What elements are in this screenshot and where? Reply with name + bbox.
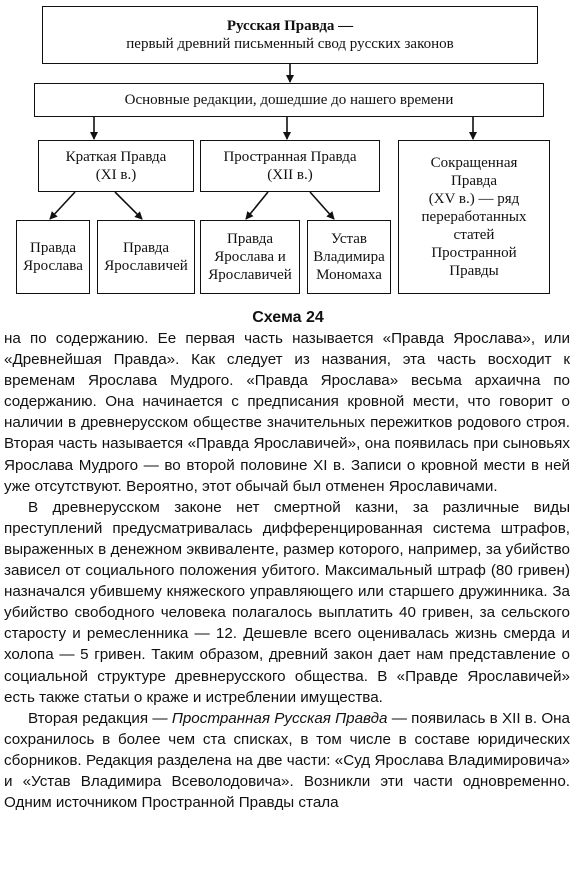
box-pravda-yaroslavichey	[97, 220, 195, 294]
yaroslavichi-l2: Ярославичей	[104, 258, 188, 274]
yaroslav-l2: Ярослава	[23, 258, 83, 274]
abridged-l7: Правды	[449, 263, 499, 279]
monomakh-l2: Владимира	[313, 249, 385, 265]
body-text	[4, 328, 570, 813]
long-line1: Пространная Правда	[223, 149, 357, 165]
box-root	[42, 6, 538, 64]
monomakh-l3: Мономаха	[316, 267, 382, 283]
box-long-pravda	[200, 140, 380, 192]
yaroslav-l1: Правда	[30, 240, 76, 256]
editions-label: Основные редакции, дошедшие до нашего времени	[124, 92, 454, 108]
p3-part-a: Вторая редакция —	[28, 709, 172, 727]
box-abridged-pravda	[398, 140, 550, 294]
box-pravda-yaroslava-i-yaroslavichey	[200, 220, 300, 294]
monomakh-l1: Устав	[331, 231, 367, 247]
paragraph-3	[4, 708, 570, 813]
p3-italic-title: Пространная Русская Правда	[171, 709, 388, 727]
abridged-l2: Правда	[451, 173, 497, 189]
yaroslav-and-l3: Ярославичей	[208, 267, 292, 283]
paragraph-1: на по содержанию. Ее первая часть называется «Правда Ярослава», или «Древнейшая Правда». Как следует из названия, эта часть восходит к временам Ярослава Мудрого. «Правда Ярослава» весьма архаична по содержанию. Она начинается с предписания кровной мести, что говорит о наличии в древнерусском обществе значительных пережитков родового строя. Вторая часть называется «Правда Ярославичей», она появилась при сыновьях Ярослава Мудрого — во второй половине XI в. Записи о кровной мести в ней уже отсутствуют. Вероятно, этот обычай был отменен Ярославичами.	[4, 330, 570, 495]
yaroslav-and-l1: Правда	[227, 231, 273, 247]
yaroslav-and-l2: Ярослава и	[214, 249, 286, 265]
short-line1: Краткая Правда	[65, 149, 167, 165]
box-pravda-yaroslava	[16, 220, 90, 294]
yaroslavichi-l1: Правда	[123, 240, 169, 256]
box-short-pravda	[38, 140, 194, 192]
abridged-l3: (XV в.) — ряд	[428, 191, 520, 207]
root-subtitle: первый древний письменный свод русских законов	[126, 36, 454, 52]
long-line2: (XII в.)	[267, 167, 313, 183]
abridged-l4: переработанных	[421, 209, 527, 225]
abridged-l6: Пространной	[431, 245, 517, 261]
arrow-long-to-monomakh	[310, 192, 334, 219]
arrow-long-to-yaroslav-and	[246, 192, 268, 219]
box-editions	[34, 83, 544, 117]
box-ustav-monomakha	[307, 220, 391, 294]
abridged-l1: Сокращенная	[430, 155, 518, 171]
root-title: Русская Правда —	[226, 18, 354, 34]
arrow-short-to-yaroslavichi	[115, 192, 142, 219]
paragraph-2: В древнерусском законе нет смертной казни, за различные виды преступлений предусматривалась дифференцированная система штрафов, выраженных в денежном эквиваленте, размер которого, например, за убийство зависел от социального положения убитого. Максимальный штраф (80 гривен) назначался убившему княжеского управляющего или старшего дружинника. За убийство свободного человека полагалось выплатить 40 гривен, за сельского старосту и ремесленника — 12. Дешевле всего оценивалась жизнь смерда и холопа — 5 гривен. Таким образом, древний закон дает нам представление о социальной структуре древнерусского общества. В «Правде Ярославичей» есть также статьи о краже и истреблении имущества.	[4, 498, 570, 706]
arrow-short-to-yaroslav	[50, 192, 75, 219]
diagram-caption: Схема 24	[252, 309, 324, 326]
abridged-l5: статей	[453, 227, 495, 243]
p3-part-c: — появилась в XII в. Она сохранилось в более чем ста списках, в том числе в составе юридических сборников. Редакция разделена на две части: «Суд Ярослава Владимировича» и «Устав Владимира Всеволодовича». Возникли эти части одновременно. Одним источником Пространной Правды стала	[4, 709, 570, 812]
short-line2: (XI в.)	[95, 167, 137, 183]
